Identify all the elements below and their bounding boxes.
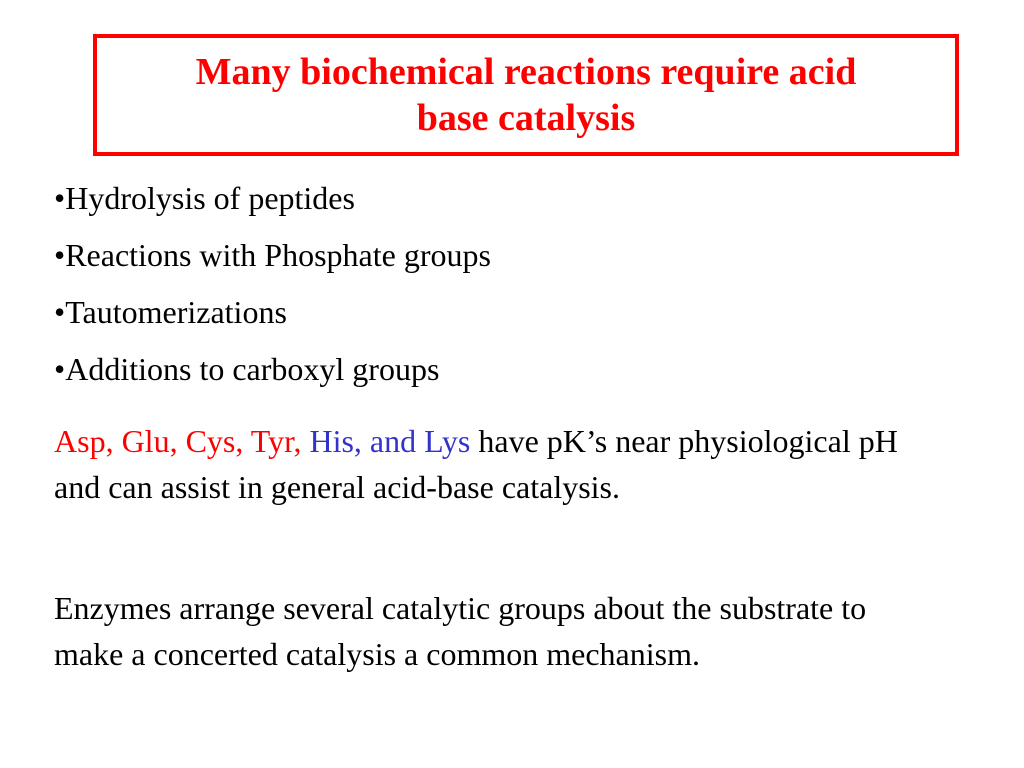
bullet-item-hydrolysis: •Hydrolysis of peptides — [54, 180, 355, 216]
enzymes-paragraph: Enzymes arrange several catalytic groups about the substrate to make a concerted catalysis a common mechanism. — [54, 590, 867, 672]
base-residues-text: His, and Lys — [309, 423, 471, 459]
acid-residues-text: Asp, Glu, Cys, Tyr, — [54, 423, 302, 459]
slide-title-line-1: Many biochemical reactions require acid — [195, 51, 857, 93]
bullet-list — [54, 175, 491, 403]
bullet-item-tautomerizations: •Tautomerizations — [54, 294, 287, 330]
title-box — [93, 34, 959, 156]
bullet-item-carboxyl: •Additions to carboxyl groups — [54, 351, 440, 387]
bullet-item-phosphate: •Reactions with Phosphate groups — [54, 237, 491, 273]
residues-paragraph — [54, 418, 934, 510]
slide-title-line-2: base catalysis — [416, 97, 636, 139]
residues-description-text: have pK’s near physiological pH and can assist in general acid-base catalysis. — [54, 423, 898, 505]
